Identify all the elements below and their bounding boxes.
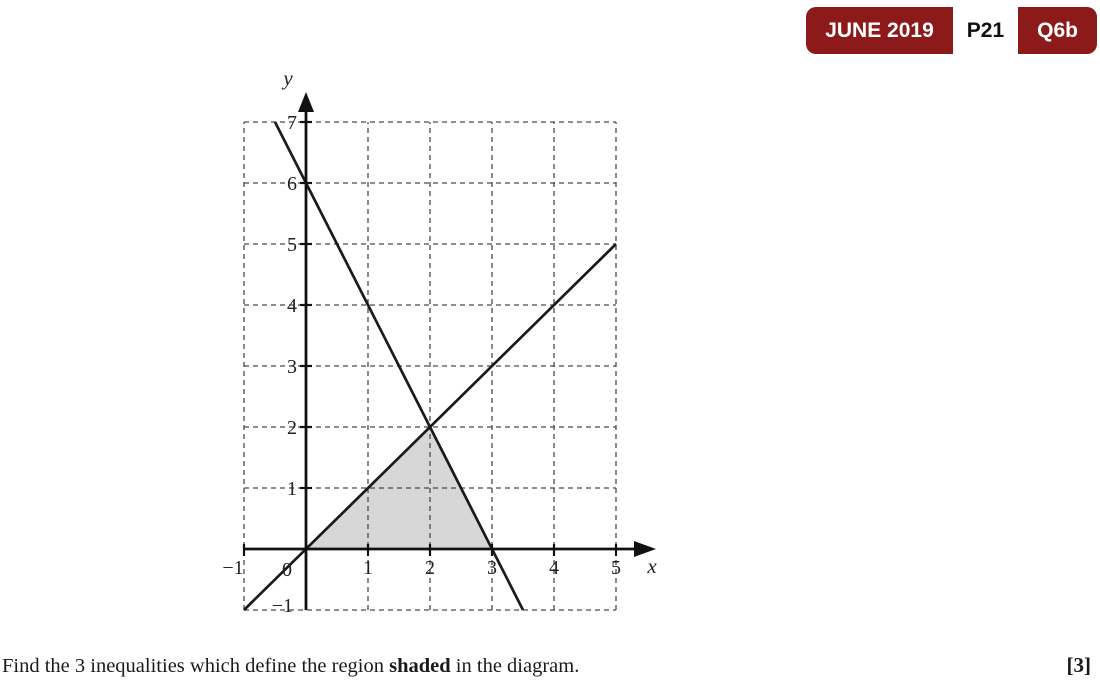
question-text-before: Find the 3 inequalities which define the region bbox=[2, 655, 390, 677]
y-tick-label: 6 bbox=[287, 173, 297, 195]
y-tick-label: −1 bbox=[271, 595, 293, 617]
y-tick-label: 2 bbox=[287, 417, 297, 439]
y-axis-arrow bbox=[298, 92, 314, 112]
question-text bbox=[2, 655, 579, 678]
x-axis-label: x bbox=[647, 554, 657, 578]
question-text-after: in the diagram. bbox=[450, 655, 580, 677]
x-tick-label: 5 bbox=[611, 557, 621, 579]
badge-paper: P21 bbox=[953, 7, 1018, 54]
question-bold-word: shaded bbox=[389, 655, 451, 677]
y-tick-label: 3 bbox=[287, 356, 297, 378]
y-tick-label: 1 bbox=[287, 478, 297, 500]
x-tick-label: 4 bbox=[549, 557, 559, 579]
y-axis-label: y bbox=[283, 66, 293, 90]
y-tick-label: 7 bbox=[287, 112, 297, 134]
badge-question: Q6b bbox=[1018, 7, 1097, 54]
x-tick-label: 1 bbox=[363, 557, 373, 579]
x-tick-label: 0 bbox=[282, 559, 292, 581]
marks-label: [3] bbox=[1066, 653, 1091, 677]
y-tick-label: 4 bbox=[287, 295, 297, 317]
x-tick-label: 2 bbox=[425, 557, 435, 579]
badge-session: JUNE 2019 bbox=[806, 7, 953, 54]
y-tick-label: 5 bbox=[287, 234, 297, 256]
x-tick-label: −1 bbox=[222, 557, 244, 579]
x-tick-label: 3 bbox=[487, 557, 497, 579]
